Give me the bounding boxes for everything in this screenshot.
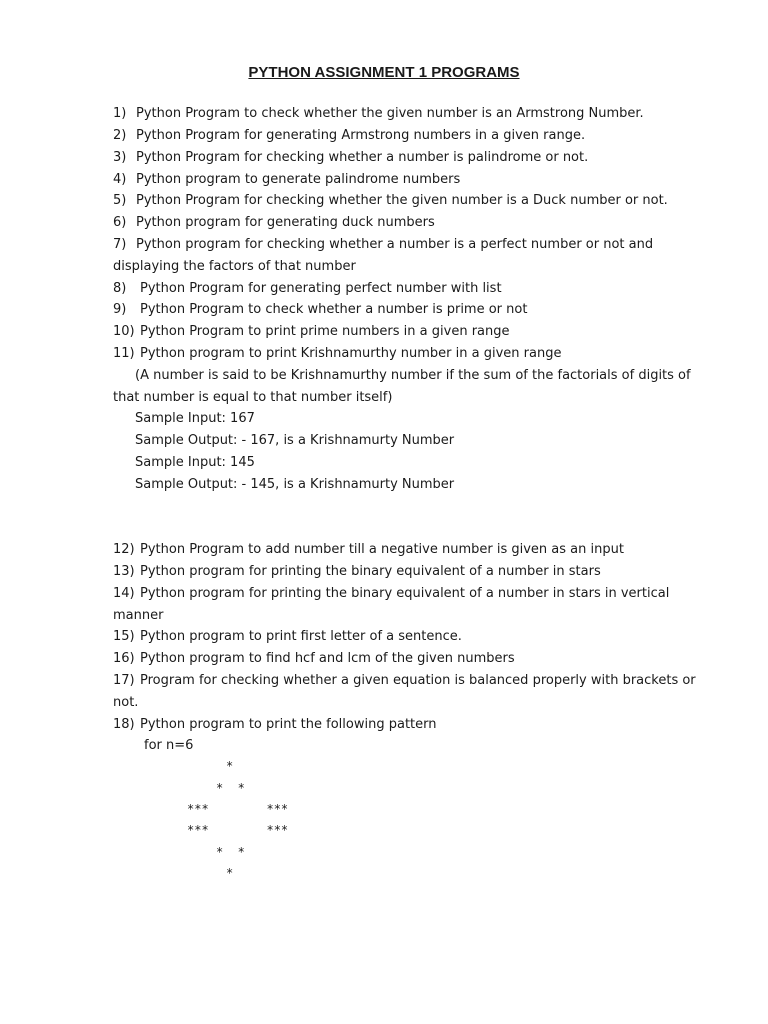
list-item: 4) Python program to generate palindrome numbers	[113, 172, 461, 187]
sample-line: Sample Input: 167	[135, 411, 255, 426]
list-item-continuation: displaying the factors of that number	[113, 259, 356, 274]
pattern-label: for n=6	[144, 738, 194, 753]
list-item: 15) Python program to print first letter of a sentence.	[113, 629, 462, 644]
note-text: that number is equal to that number itself)	[113, 390, 393, 405]
list-item: 1) Python Program to check whether the given number is an Armstrong Number.	[113, 106, 644, 121]
list-item: 10) Python Program to print prime numbers in a given range	[113, 324, 510, 339]
sample-line: Sample Output: - 167, is a Krishnamurty Number	[135, 433, 455, 448]
list-item: 5) Python Program for checking whether the given number is a Duck number or not.	[113, 193, 668, 208]
page-title: PYTHON ASSIGNMENT 1 PROGRAMS	[248, 64, 520, 81]
note-text: (A number is said to be Krishnamurthy number if the sum of the factorials of digits of	[135, 368, 691, 383]
list-item: 14) Python program for printing the binary equivalent of a number in stars in vertical	[113, 586, 670, 601]
list-item: 11) Python program to print Krishnamurthy number in a given range	[113, 346, 562, 361]
list-item: 3) Python Program for checking whether a number is palindrome or not.	[113, 150, 589, 165]
list-item: 8) Python Program for generating perfect number with list	[113, 281, 502, 296]
sample-line: Sample Input: 145	[135, 455, 255, 470]
list-item: 6) Python program for generating duck numbers	[113, 215, 435, 230]
list-item-continuation: not.	[113, 695, 139, 710]
list-item: 18) Python program to print the following pattern	[113, 717, 437, 732]
pattern-row: *	[226, 759, 234, 773]
list-item: 17) Program for checking whether a given equation is balanced properly with brackets or	[113, 673, 696, 688]
list-item: 7) Python program for checking whether a number is a perfect number or not and	[113, 237, 654, 252]
sample-line: Sample Output: - 145, is a Krishnamurty Number	[135, 477, 455, 492]
list-item-continuation: manner	[113, 608, 164, 623]
pattern-row: *** ***	[187, 802, 289, 816]
pattern-row: * *	[216, 781, 245, 795]
pattern-row: *** ***	[187, 823, 289, 837]
list-item: 2) Python Program for generating Armstrong numbers in a given range.	[113, 128, 586, 143]
list-item: 13) Python program for printing the binary equivalent of a number in stars	[113, 564, 601, 579]
pattern-row: * *	[216, 845, 245, 859]
list-item: 12) Python Program to add number till a negative number is given as an input	[113, 542, 624, 557]
pattern-row: *	[226, 866, 234, 880]
list-item: 9) Python Program to check whether a number is prime or not	[113, 302, 528, 317]
list-item: 16) Python program to find hcf and lcm of the given numbers	[113, 651, 515, 666]
